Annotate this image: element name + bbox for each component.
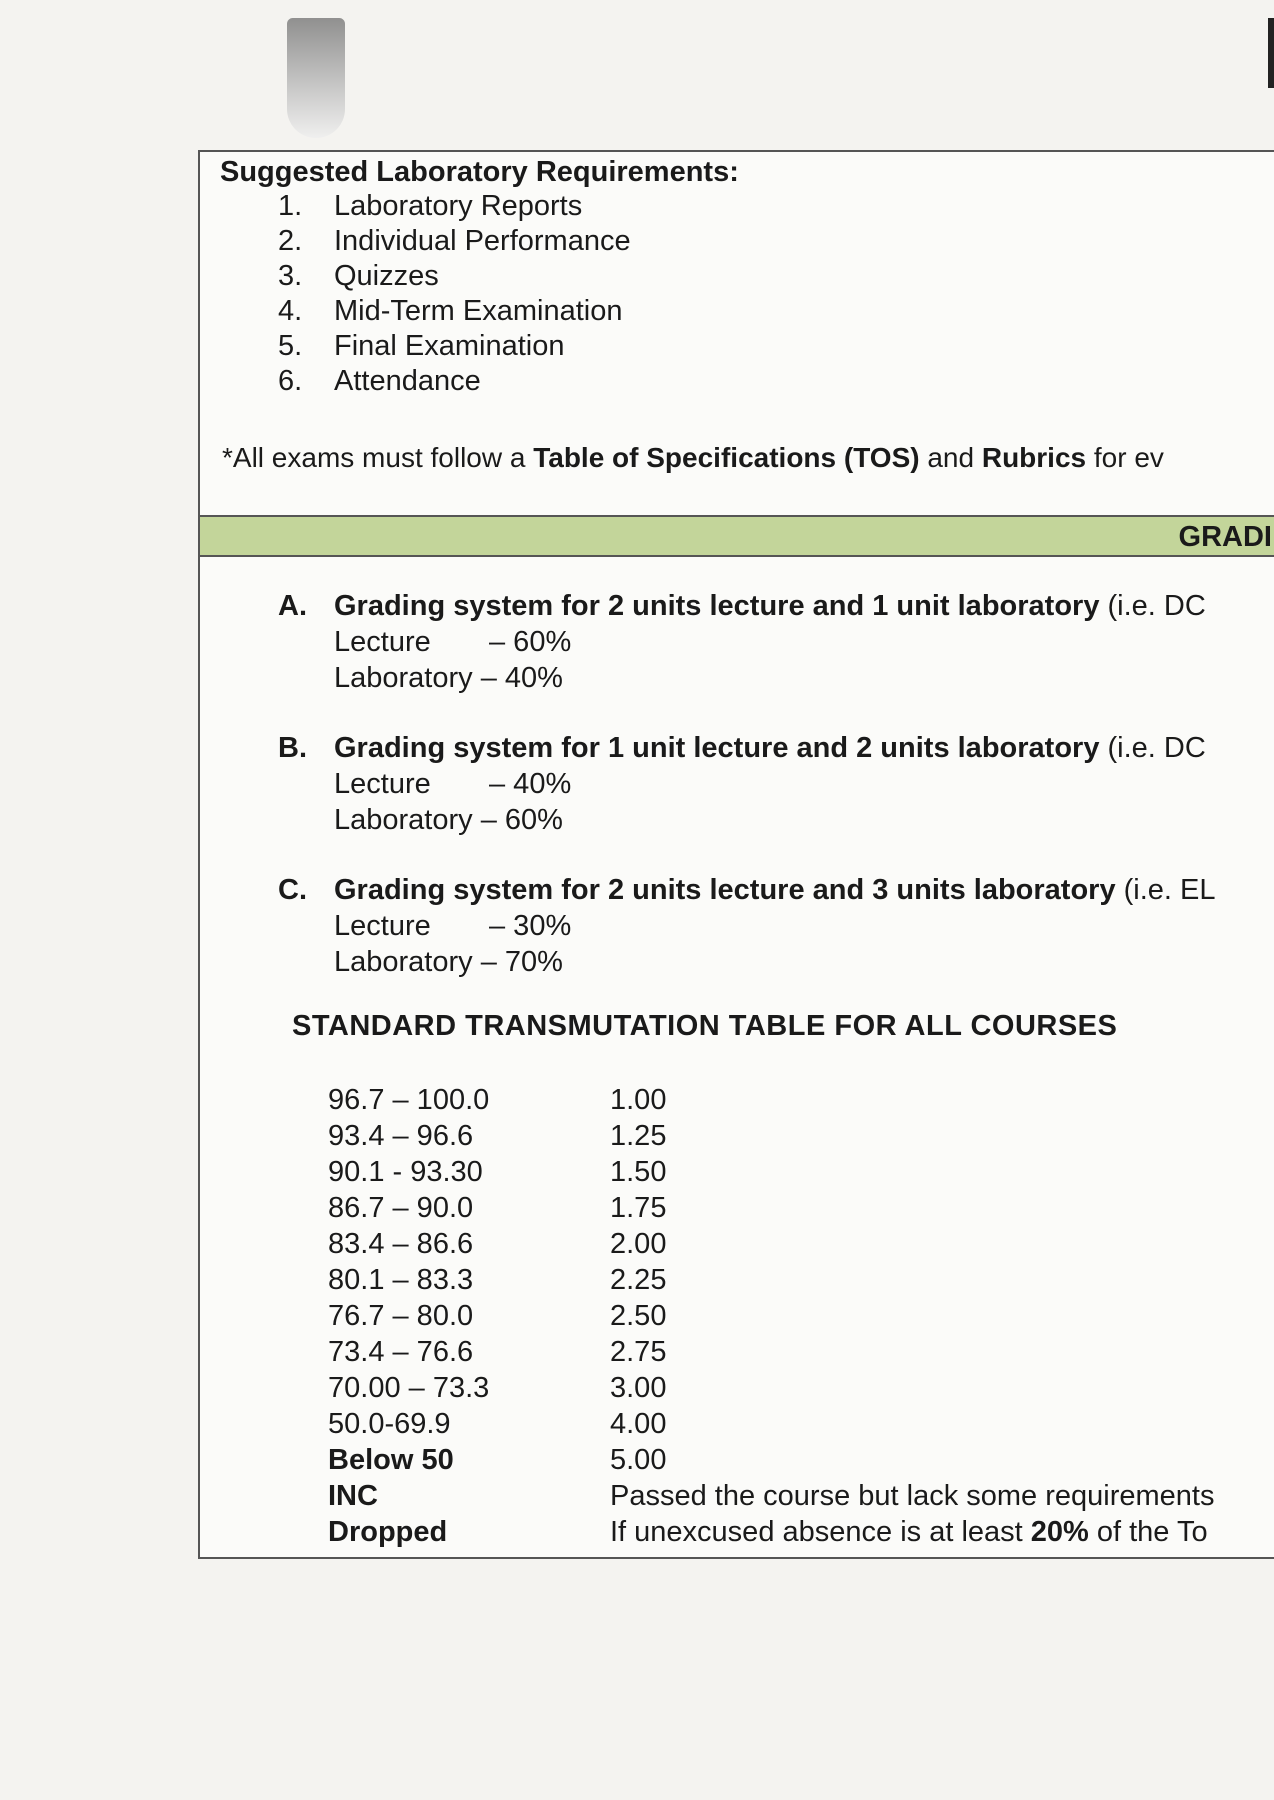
grading-system-heading: B. Grading system for 1 unit lecture and 2 units laboratory (i.e. DC [278, 732, 1206, 764]
scan-edge-mark [1268, 18, 1274, 88]
transmutation-row-dropped: Dropped If unexcused absence is at least 20% of the To [328, 1516, 1208, 1548]
requirements-title: Suggested Laboratory Requirements: [220, 156, 739, 188]
transmutation-row: Below 50 5.00 [328, 1444, 667, 1476]
requirement-item: 2. Individual Performance [278, 225, 631, 257]
requirement-item: 1. Laboratory Reports [278, 190, 583, 222]
transmutation-row: INC Passed the course but lack some requirements [328, 1480, 1215, 1512]
transmutation-row: 96.7 – 100.0 1.00 [328, 1084, 667, 1116]
transmutation-row: 76.7 – 80.0 2.50 [328, 1300, 667, 1332]
transmutation-row: 80.1 – 83.3 2.25 [328, 1264, 667, 1296]
laboratory-weight: Laboratory – 60% [334, 804, 563, 836]
requirement-item: 5. Final Examination [278, 330, 565, 362]
transmutation-title: STANDARD TRANSMUTATION TABLE FOR ALL COURSES [292, 1010, 1118, 1042]
lecture-weight: Lecture – 60% [334, 626, 572, 658]
transmutation-row: 50.0-69.9 4.00 [328, 1408, 667, 1440]
transmutation-row: 73.4 – 76.6 2.75 [328, 1336, 667, 1368]
transmutation-row: 70.00 – 73.3 3.00 [328, 1372, 667, 1404]
grading-section-title: GRADI [1178, 521, 1272, 553]
lecture-weight: Lecture – 40% [334, 768, 572, 800]
exam-note: *All exams must follow a Table of Specifications (TOS) and Rubrics for ev [222, 442, 1164, 473]
transmutation-row: 90.1 - 93.30 1.50 [328, 1156, 667, 1188]
laboratory-weight: Laboratory – 40% [334, 662, 563, 694]
requirement-item: 6. Attendance [278, 365, 481, 397]
scan-shadow [287, 18, 345, 138]
document-page [198, 150, 1274, 1559]
transmutation-row: 83.4 – 86.6 2.00 [328, 1228, 667, 1260]
laboratory-weight: Laboratory – 70% [334, 946, 563, 978]
lecture-weight: Lecture – 30% [334, 910, 572, 942]
grading-section-bar [200, 515, 1274, 557]
requirement-item: 4. Mid-Term Examination [278, 295, 623, 327]
transmutation-row: 86.7 – 90.0 1.75 [328, 1192, 667, 1224]
transmutation-row: 93.4 – 96.6 1.25 [328, 1120, 667, 1152]
requirement-item: 3. Quizzes [278, 260, 439, 292]
grading-system-heading: A. Grading system for 2 units lecture and 1 unit laboratory (i.e. DC [278, 590, 1206, 622]
grading-system-heading: C. Grading system for 2 units lecture and 3 units laboratory (i.e. EL [278, 874, 1216, 906]
